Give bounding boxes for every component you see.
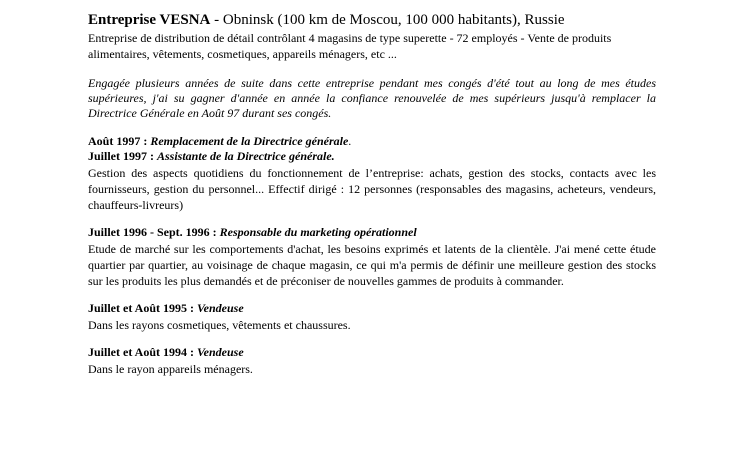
role-date: Juillet 1996 - Sept. 1996 : (88, 225, 220, 239)
entry-description: Gestion des aspects quotidiens du fonctionnement de l’entreprise: achats, gestion des stocks, contacts avec les fournisseurs, gestion du personnel... Effectif dirigé : 12 personnes (responsables des magasins, acheteurs, vendeurs, chauffeurs-livreurs) (88, 166, 656, 212)
document-page (88, 10, 656, 377)
role-title: Remplacement de la Directrice générale (150, 134, 349, 148)
role-title: Assistante de la Directrice générale. (157, 149, 335, 163)
role-date: Juillet et Août 1994 : (88, 345, 197, 359)
role-date: Juillet et Août 1995 : (88, 301, 197, 315)
company-heading (88, 10, 656, 30)
role-title: Responsable du marketing opérationnel (219, 225, 417, 239)
entry-description: Dans les rayons cosmetiques, vêtements et chaussures. (88, 318, 351, 332)
role-line (88, 225, 656, 240)
role-line (88, 345, 656, 360)
entry-description: Etude de marché sur les comportements d'achat, les besoins exprimés et latents de la clientèle. J'ai mené cette étude quartier par quartier, au voisinage de chaque magasin, ce qui m'a permis de définir une meilleure gestion des stocks sur les produits les plus demandés et de préconiser de nouvelles gammes de produits à commander. (88, 242, 656, 288)
experience-entry (88, 225, 656, 289)
role-date: Juillet 1997 : (88, 149, 157, 163)
intro-paragraph: Engagée plusieurs années de suite dans cette entreprise pendant mes congés d'été tout au long de mes études supérieures, j'ai su gagner d'année en année la confiance renouvelée de mes supérieurs jusqu'à remplacer la Directrice Générale en Août 97 durant ses congés. (88, 76, 656, 120)
experience-entry (88, 134, 656, 213)
role-title: Vendeuse (197, 301, 244, 315)
role-date: Août 1997 : (88, 134, 151, 148)
role-line (88, 301, 656, 316)
role-title: Vendeuse (197, 345, 244, 359)
experience-entry (88, 345, 656, 377)
experience-entry (88, 301, 656, 333)
company-details: - Obninsk (100 km de Moscou, 100 000 habitants), Russie (210, 12, 565, 28)
company-name: Entreprise VESNA (88, 12, 211, 28)
entry-description: Dans le rayon appareils ménagers. (88, 362, 253, 376)
role-trail: . (348, 134, 352, 148)
company-description: Entreprise de distribution de détail contrôlant 4 magasins de type superette - 72 employés - Vente de produits alimentaires, vêtements, cosmetiques, appareils ménagers, etc ... (88, 31, 612, 61)
role-line (88, 149, 656, 164)
role-line (88, 134, 656, 149)
